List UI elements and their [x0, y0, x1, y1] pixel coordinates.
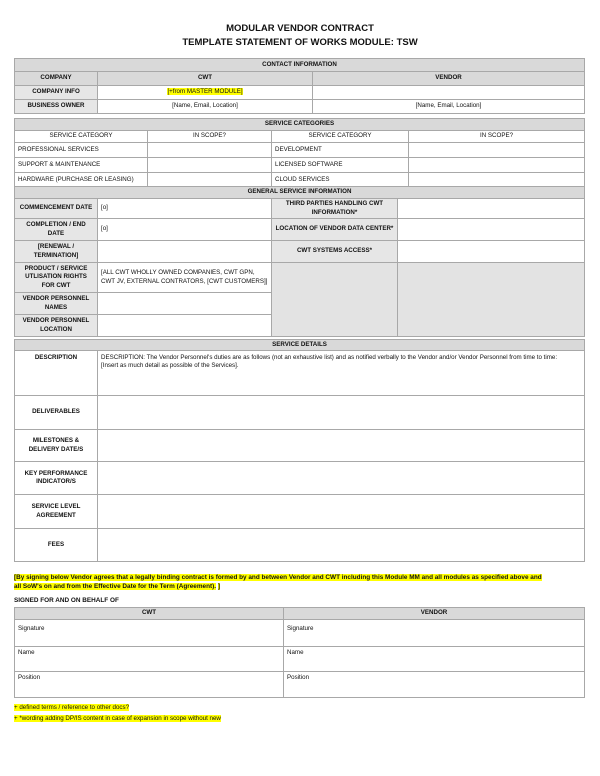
- cwt-position-label: Position: [18, 674, 41, 681]
- category-licensed-software: LICENSED SOFTWARE: [272, 158, 409, 173]
- completion-date-label: COMPLETION / END DATE: [15, 219, 98, 241]
- signed-on-behalf-header: SIGNED FOR AND ON BEHALF OF: [14, 597, 119, 604]
- service-details-title: SERVICE DETAILS: [15, 340, 585, 351]
- note-wording-dp-is: + *wording adding DP/IS content in case of expansion in scope without new: [14, 715, 221, 723]
- personnel-location-label: VENDOR PERSONNEL LOCATION: [15, 315, 98, 337]
- general-info-title: GENERAL SERVICE INFORMATION: [15, 187, 585, 199]
- col-vendor-header: VENDOR: [313, 72, 585, 86]
- in-scope-development[interactable]: [409, 143, 585, 158]
- description-note: [Insert as much detail as possible of the Services].: [101, 362, 239, 370]
- business-owner-cwt-field[interactable]: [Name, Email, Location]: [98, 100, 313, 114]
- service-level-field[interactable]: [98, 495, 585, 529]
- renewal-termination-field[interactable]: [98, 241, 272, 263]
- service-category-header-left: SERVICE CATEGORY: [15, 131, 148, 143]
- vendor-position-field[interactable]: [284, 672, 585, 698]
- milestones-field[interactable]: [98, 430, 585, 462]
- col-cwt-header: CWT: [98, 72, 313, 86]
- signature-cwt-header: CWT: [15, 608, 284, 620]
- signature-table: [14, 607, 585, 698]
- product-rights-label: PRODUCT / SERVICE UTLISATION RIGHTS FOR CWT: [15, 263, 98, 293]
- personnel-location-field[interactable]: [98, 315, 272, 337]
- category-cloud-services: CLOUD SERVICES: [272, 173, 409, 188]
- vendor-signature-label: Signature: [287, 625, 314, 632]
- in-scope-professional-services[interactable]: [148, 143, 272, 158]
- kpi-field[interactable]: [98, 462, 585, 495]
- data-center-location-label: LOCATION OF VENDOR DATA CENTER*: [272, 219, 398, 241]
- category-development: DEVELOPMENT: [272, 143, 409, 158]
- personnel-names-field[interactable]: [98, 293, 272, 315]
- col-company-header: COMPANY: [15, 72, 98, 86]
- product-rights-field[interactable]: [ALL CWT WHOLLY OWNED COMPANIES, CWT GPN, CWT JV, EXTERNAL CONTRATORS, [CWT CUSTOMERS]]: [98, 263, 272, 293]
- vendor-signature-field[interactable]: [284, 620, 585, 647]
- signing-notice-line2: all SoW's on and from the Effective Date for the Term (Agreement).: [14, 583, 217, 591]
- description-text: DESCRIPTION: The Vendor Personnel's duties are as follows (not an exhaustive list) and as notified verbally to the Vendor and/or Vendor Personnel from time to time:: [101, 354, 558, 361]
- general-service-info-table: [14, 186, 585, 337]
- service-categories-title: SERVICE CATEGORIES: [15, 119, 585, 131]
- document-subtitle: TEMPLATE STATEMENT OF WORKS MODULE: TSW: [182, 37, 418, 48]
- category-support-maintenance: SUPPORT & MAINTENANCE: [15, 158, 148, 173]
- commencement-date-label: COMMENCEMENT DATE: [15, 199, 98, 219]
- contact-information-table: [14, 58, 585, 114]
- service-categories-table: [14, 118, 585, 188]
- signature-vendor-header: VENDOR: [284, 608, 585, 620]
- document-title: MODULAR VENDOR CONTRACT: [226, 23, 374, 34]
- in-scope-licensed-software[interactable]: [409, 158, 585, 173]
- company-info-vendor-field[interactable]: [313, 86, 585, 100]
- note-defined-terms: + defined terms / reference to other docs?: [14, 704, 130, 711]
- cwt-signature-field[interactable]: [15, 620, 284, 647]
- signing-notice-bracket: ]: [217, 583, 220, 591]
- category-hardware: HARDWARE (PURCHASE OR LEASING): [15, 173, 148, 188]
- commencement-date-field[interactable]: [o]: [98, 199, 272, 219]
- vendor-position-label: Position: [287, 674, 310, 681]
- company-info-label: COMPANY INFO: [15, 86, 98, 100]
- description-label: DESCRIPTION: [15, 351, 98, 396]
- service-category-header-right: SERVICE CATEGORY: [272, 131, 409, 143]
- in-scope-support-maintenance[interactable]: [148, 158, 272, 173]
- service-level-label: SERVICE LEVEL AGREEMENT: [15, 495, 98, 529]
- signing-notice: [14, 573, 584, 592]
- signing-notice-line1: [By signing below Vendor agrees that a legally binding contract is formed by and between Vendor and CWT including this Module MM and all modules as specified above and: [14, 574, 542, 581]
- cwt-position-field[interactable]: [15, 672, 284, 698]
- personnel-names-label: VENDOR PERSONNEL NAMES: [15, 293, 98, 315]
- data-center-location-field[interactable]: [398, 219, 585, 241]
- in-scope-header-right: IN SCOPE?: [409, 131, 585, 143]
- vendor-name-field[interactable]: [284, 647, 585, 672]
- cwt-name-label: Name: [18, 649, 35, 656]
- service-details-table: [14, 339, 585, 562]
- vendor-name-label: Name: [287, 649, 304, 656]
- contact-section-title: CONTACT INFORMATION: [15, 59, 585, 72]
- third-parties-field[interactable]: [398, 199, 585, 219]
- description-field[interactable]: [98, 351, 585, 396]
- deliverables-field[interactable]: [98, 396, 585, 430]
- in-scope-header-left: IN SCOPE?: [148, 131, 272, 143]
- milestones-label: MILESTONES & DELIVERY DATE/S: [15, 430, 98, 462]
- systems-access-field[interactable]: [398, 241, 585, 263]
- empty-gray-block-right: [398, 263, 585, 337]
- cwt-signature-label: Signature: [18, 625, 45, 632]
- empty-gray-block: [272, 263, 398, 337]
- deliverables-label: DELIVERABLES: [15, 396, 98, 430]
- category-professional-services: PROFESSIONAL SERVICES: [15, 143, 148, 158]
- company-info-cwt-field[interactable]: [98, 86, 313, 100]
- completion-date-field[interactable]: [o]: [98, 219, 272, 241]
- business-owner-label: BUSINESS OWNER: [15, 100, 98, 114]
- kpi-label: KEY PERFORMANCE INDICATOR/S: [15, 462, 98, 495]
- systems-access-label: CWT SYSTEMS ACCESS*: [272, 241, 398, 263]
- cwt-name-field[interactable]: [15, 647, 284, 672]
- renewal-termination-label: [RENEWAL / TERMINATION]: [15, 241, 98, 263]
- third-parties-label: THIRD PARTIES HANDLING CWT INFORMATION*: [272, 199, 398, 219]
- footer-notes: [14, 702, 221, 724]
- business-owner-vendor-field[interactable]: [Name, Email, Location]: [313, 100, 585, 114]
- fees-field[interactable]: [98, 529, 585, 562]
- fees-label: FEES: [15, 529, 98, 562]
- master-module-highlight: [+from MASTER MODULE]: [167, 88, 243, 96]
